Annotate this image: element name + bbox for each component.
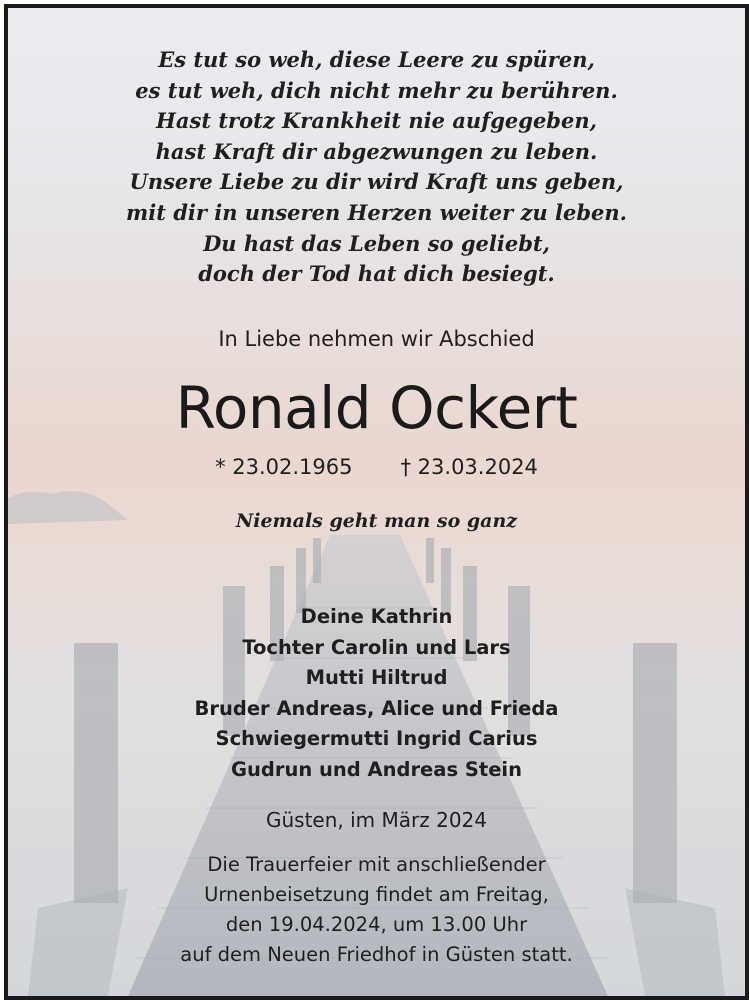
mourner-entry: Bruder Andreas, Alice und Frieda — [194, 696, 559, 720]
mourner-entry: Mutti Hiltrud — [305, 666, 448, 689]
poem-line: Unsere Liebe zu dir wird Kraft uns geben, — [129, 169, 624, 195]
service-line: Die Trauerfeier mit anschließender — [207, 853, 546, 876]
mourner-entry: Tochter Carolin und Lars — [242, 635, 511, 659]
mourner-entry: Schwiegermutti Ingrid Carius — [215, 727, 538, 750]
poem-line: es tut weh, dich nicht mehr zu berühren. — [135, 77, 618, 103]
mourners-list — [8, 602, 745, 785]
farewell-intro: In Liebe nehmen wir Abschied — [218, 327, 535, 351]
motto: Niemals geht man so ganz — [235, 510, 518, 532]
mourner-entry: Gudrun und Andreas Stein — [230, 757, 522, 781]
poem-line: mit dir in unseren Herzen weiter zu leben. — [126, 199, 627, 225]
service-line: auf dem Neuen Friedhof in Güsten statt. — [180, 943, 573, 966]
poem-line: Du hast das Leben so geliebt, — [203, 230, 550, 256]
poem-line: Es tut so weh, diese Leere zu spüren, — [158, 47, 595, 72]
place-and-date: Güsten, im März 2024 — [265, 808, 487, 832]
poem-line: hast Kraft dir abgezwungen zu leben. — [155, 138, 598, 164]
death-date: † 23.03.2024 — [400, 455, 538, 479]
poem-line: doch der Tod hat dich besiegt. — [198, 261, 555, 287]
birth-date: * 23.02.1965 — [215, 455, 353, 479]
obituary-notice — [4, 4, 749, 1000]
deceased-name: Ronald Ockert — [175, 374, 578, 442]
service-line: Urnenbeisetzung findet am Freitag, — [204, 883, 549, 906]
service-info — [8, 850, 745, 970]
poem-line: Hast trotz Krankheit nie aufgegeben, — [156, 108, 597, 134]
service-line: den 19.04.2024, um 13.00 Uhr — [225, 913, 528, 936]
life-dates — [8, 452, 745, 482]
poem — [8, 45, 745, 290]
mourner-entry: Deine Kathrin — [300, 605, 453, 628]
